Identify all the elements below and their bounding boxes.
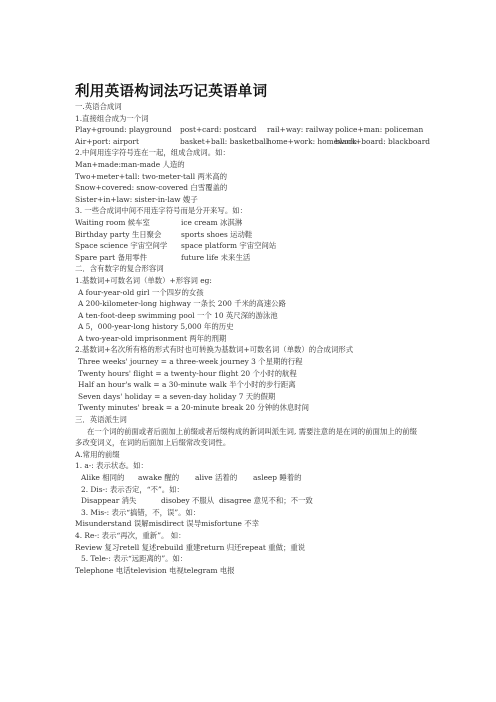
- text-cell: sports shoes 运动鞋: [181, 229, 253, 239]
- text-cell: future life 未来生活: [181, 252, 251, 262]
- document-title: 利用英语构词法巧记英语单词: [75, 84, 268, 100]
- text-line: 4. Re-: 表示“再次，重新”。 如：: [75, 530, 186, 540]
- text-cell: home+work: homework: [267, 136, 357, 146]
- text-cell: television 电视: [130, 565, 184, 575]
- text-line: 2.中间用连字符号连在一起，组成合成词。如：: [75, 148, 230, 158]
- text-line: Two+meter+tall: two-meter-tall 两米高的: [75, 171, 228, 181]
- text-line: A.常用的前缀: [75, 449, 120, 459]
- text-cell: Review 复习: [75, 542, 120, 552]
- text-line: 1.直接组合成为一个词: [75, 113, 149, 123]
- text-cell: police+man: policeman: [335, 125, 424, 135]
- text-cell: Play+ground: playground: [75, 125, 172, 135]
- text-line: Seven days' holiday = a seven-day holiday 7 天的假期: [78, 391, 276, 401]
- text-line: [75, 124, 475, 136]
- text-line: 在一个词的前面或者后面加上前缀或者后缀构成的新词叫派生词, 需要注意的是在词的前面加上的前缀: [87, 426, 417, 436]
- text-line: Three weeks' journey = a three-week journey 3 个星期的行程: [78, 357, 303, 367]
- text-line: 3. Mis-: 表示“搞错，不，误”。如：: [81, 507, 201, 517]
- text-line: 三．英语派生词: [75, 415, 127, 425]
- text-cell: misdirect 误导: [148, 519, 202, 529]
- text-cell: Misunderstand 误解: [75, 519, 149, 529]
- text-cell: post+card: postcard: [180, 125, 257, 135]
- text-line: A two-year-old imprisonment 两年的刑期: [78, 333, 227, 343]
- text-cell: disagree 意见不和；不一致: [219, 496, 313, 506]
- text-cell: repeat 重做；重说: [241, 542, 306, 552]
- text-cell: rebuild 重建: [156, 542, 201, 552]
- text-cell: misfortune 不幸: [201, 519, 259, 529]
- text-cell: awake 醒的: [138, 473, 180, 482]
- text-cell: alive 活着的: [195, 473, 238, 482]
- text-cell: rail+way: railway: [267, 125, 334, 135]
- text-line: 二．含有数字的复合形容词: [75, 264, 164, 274]
- text-line: [75, 472, 475, 484]
- text-cell: Spare part 备用零件: [75, 252, 148, 262]
- text-line: A ten-foot-deep swimming pool 一个 10 英尺深的游泳池: [78, 310, 278, 320]
- text-line: A 200-kilometer-long highway 一条长 200 千米的高速公路: [78, 299, 286, 309]
- text-line: Twenty hours' flight = a twenty-hour flight 20 个小时的航程: [78, 368, 297, 378]
- text-cell: asleep 睡着的: [253, 473, 302, 482]
- text-line: 一.英语合成词: [75, 102, 122, 111]
- text-line: 1.基数词+可数名词（单数）+形容词 eg:: [75, 275, 212, 285]
- text-cell: Space science 宇宙空间学: [75, 241, 168, 251]
- text-cell: Waiting room 候车室: [75, 217, 150, 227]
- text-line: Man+made:man-made 人造的: [75, 159, 185, 169]
- text-cell: disobey 不服从: [161, 496, 215, 506]
- text-line: 1. a-: 表示状态。如：: [75, 461, 148, 471]
- text-cell: retell 复述: [119, 542, 157, 552]
- text-cell: Alike 相同的: [81, 473, 125, 482]
- text-cell: telegram 电报: [183, 565, 235, 575]
- text-line: 2.基数词+名次所有格的形式有时也可转换为基数词+可数名词（单数）的合成词形式: [75, 345, 354, 355]
- text-line: Snow+covered: snow-covered 白雪覆盖的: [75, 183, 228, 193]
- text-line: [75, 229, 475, 241]
- text-cell: ice cream 冰淇淋: [181, 217, 243, 227]
- text-cell: Air+port: airport: [75, 136, 139, 146]
- text-cell: space platform 宇宙空间站: [181, 241, 277, 251]
- text-line: [75, 136, 475, 148]
- text-cell: Disappear 消失: [81, 496, 137, 506]
- text-line: [75, 542, 475, 554]
- text-line: Half an hour's walk = a 30-minute walk 半个小时的步行距离: [78, 380, 296, 390]
- text-line: Sister+in+law: sister-in-law 嫂子: [75, 194, 198, 204]
- text-line: [75, 252, 475, 264]
- document-body: [75, 101, 475, 576]
- text-line: Twenty minutes' break = a 20-minute break 20 分钟的休息时间: [78, 403, 310, 413]
- text-line: 2. Dis-: 表示否定，“不”。如：: [81, 484, 184, 494]
- text-line: [75, 495, 475, 507]
- text-line: 5. Tele-: 表示“远距离的”。如：: [81, 554, 188, 564]
- text-line: 多改变词义，在词的后面加上后缀常改变词性。: [75, 438, 231, 448]
- text-cell: Birthday party 生日聚会: [75, 229, 162, 239]
- text-line: A 5，000-year-long history 5,000 年的历史: [78, 322, 234, 332]
- text-line: [75, 518, 475, 530]
- text-cell: return 归还: [200, 542, 242, 552]
- text-line: [75, 565, 475, 577]
- text-cell: Telephone 电话: [75, 565, 131, 575]
- text-cell: basket+ball: basketball: [180, 136, 269, 146]
- text-line: [75, 217, 475, 229]
- text-line: A four-year-old girl 一个四岁的女孩: [78, 287, 204, 297]
- text-line: [75, 240, 475, 252]
- text-line: 3. 一些合成词中间不用连字符号而是分开来写。如：: [75, 206, 247, 216]
- text-cell: black+board: blackboard: [335, 136, 430, 146]
